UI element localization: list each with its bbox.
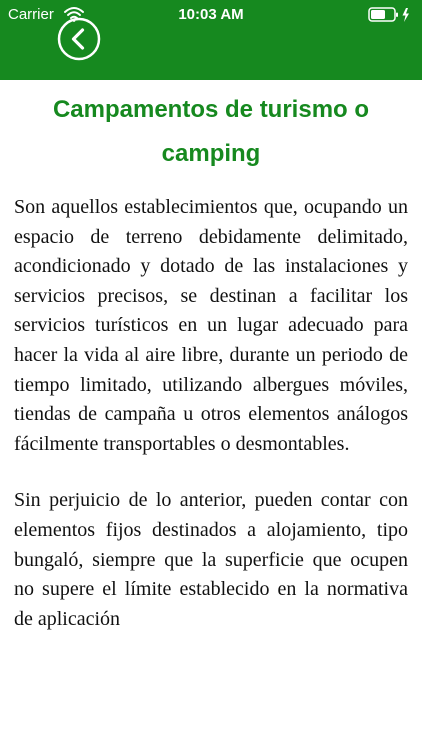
carrier-label: Carrier [8, 6, 54, 23]
paragraph-1: Son aquellos establecimientos que, ocupando un espacio de terreno debidamente delimitado, acondicionado y dotado de las instalaciones y servicios precisos, se destinan a facilitar los servicios turísticos en un lugar adecuado para hacer la vida al aire libre, durante un periodo de tiempo limitado, utilizando albergues móviles, tiendas de campaña u otros elementos análogos fácilmente transportables o desmontables. [14, 196, 408, 455]
page-title: Campamentos de turismo o camping [52, 96, 370, 167]
clock-time: 10:03 AM [178, 6, 244, 23]
back-button[interactable] [56, 16, 102, 62]
battery-icon [368, 6, 414, 24]
paragraph-2: Sin perjuicio de lo anterior, pueden contar con elementos fijos destinados a alojamiento, tipo bungaló, siempre que la superficie que ocupen no supere el límite establecido en la normativa de aplicación [14, 489, 408, 630]
chevron-left-circle-icon [56, 16, 102, 62]
header-bar [0, 0, 422, 80]
article-body [14, 193, 408, 634]
